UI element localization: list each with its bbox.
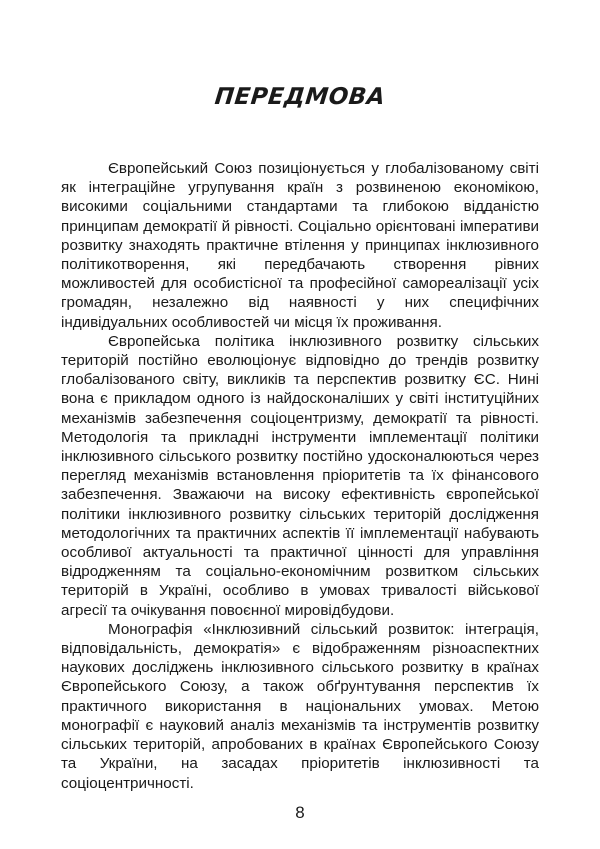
paragraph: Європейський Союз позиціонується у глобалізованому світі як інтеграційне угрупування країн з розвиненою економікою, високими соціальними стандартами та глибокою відданістю принципам демократії й рівності. Соціально орієнтовані імперативи розвитку знаходять практичне втілення у принципах інклюзивного політикотворення, які передбачають створення рівних можливостей для особистісної та професійної самореалізації усіх громадян, незалежно від наявності у них специфічних індивідуальних особливостей чи місця їх проживання. [61, 160, 539, 331]
body-text [61, 159, 539, 793]
page-number: 8 [295, 803, 305, 822]
paragraph: Монографія «Інклюзивний сільський розвиток: інтеграція, відповідальність, демократія» є відображенням різноаспектних наукових досліджень інклюзивного сільського розвитку в країнах Європейського Союзу, а також обґрунтування перспектив їх практичного використання в національних умовах. Метою монографії є науковий аналіз механізмів та інструментів розвитку сільських територій, апробованих в країнах Європейського Союзу та України, на засадах пріоритетів інклюзивності та соціоцентричності. [61, 620, 539, 792]
page-title: ПЕРЕДМОВА [213, 84, 387, 110]
paragraph: Європейська політика інклюзивного розвитку сільських територій постійно еволюціонує відповідно до трендів розвитку глобалізованого світу, викликів та перспектив розвитку ЄС. Нині вона є прикладом одного із найдосконаліших у світі інституційних механізмів забезпечення соціоцентризму, демократії та рівності. Методологія та прикладні інструменти імплементації політики інклюзивного сільського розвитку постійно удосконалюються через перегляд механізмів встановлення пріоритетів та їх фінансового забезпечення. Зважаючи на високу ефективність європейської політики інклюзивного розвитку сільських територій дослідження методологічних та практичних аспектів її імплементації набувають особливої актуальності та практичної цінності для управління відродженням та соціально-економічним розвитком сільських територій в Україні, особливо в умовах тривалості військової агресії та очікування повоєнної мировідбудови. [61, 332, 539, 619]
